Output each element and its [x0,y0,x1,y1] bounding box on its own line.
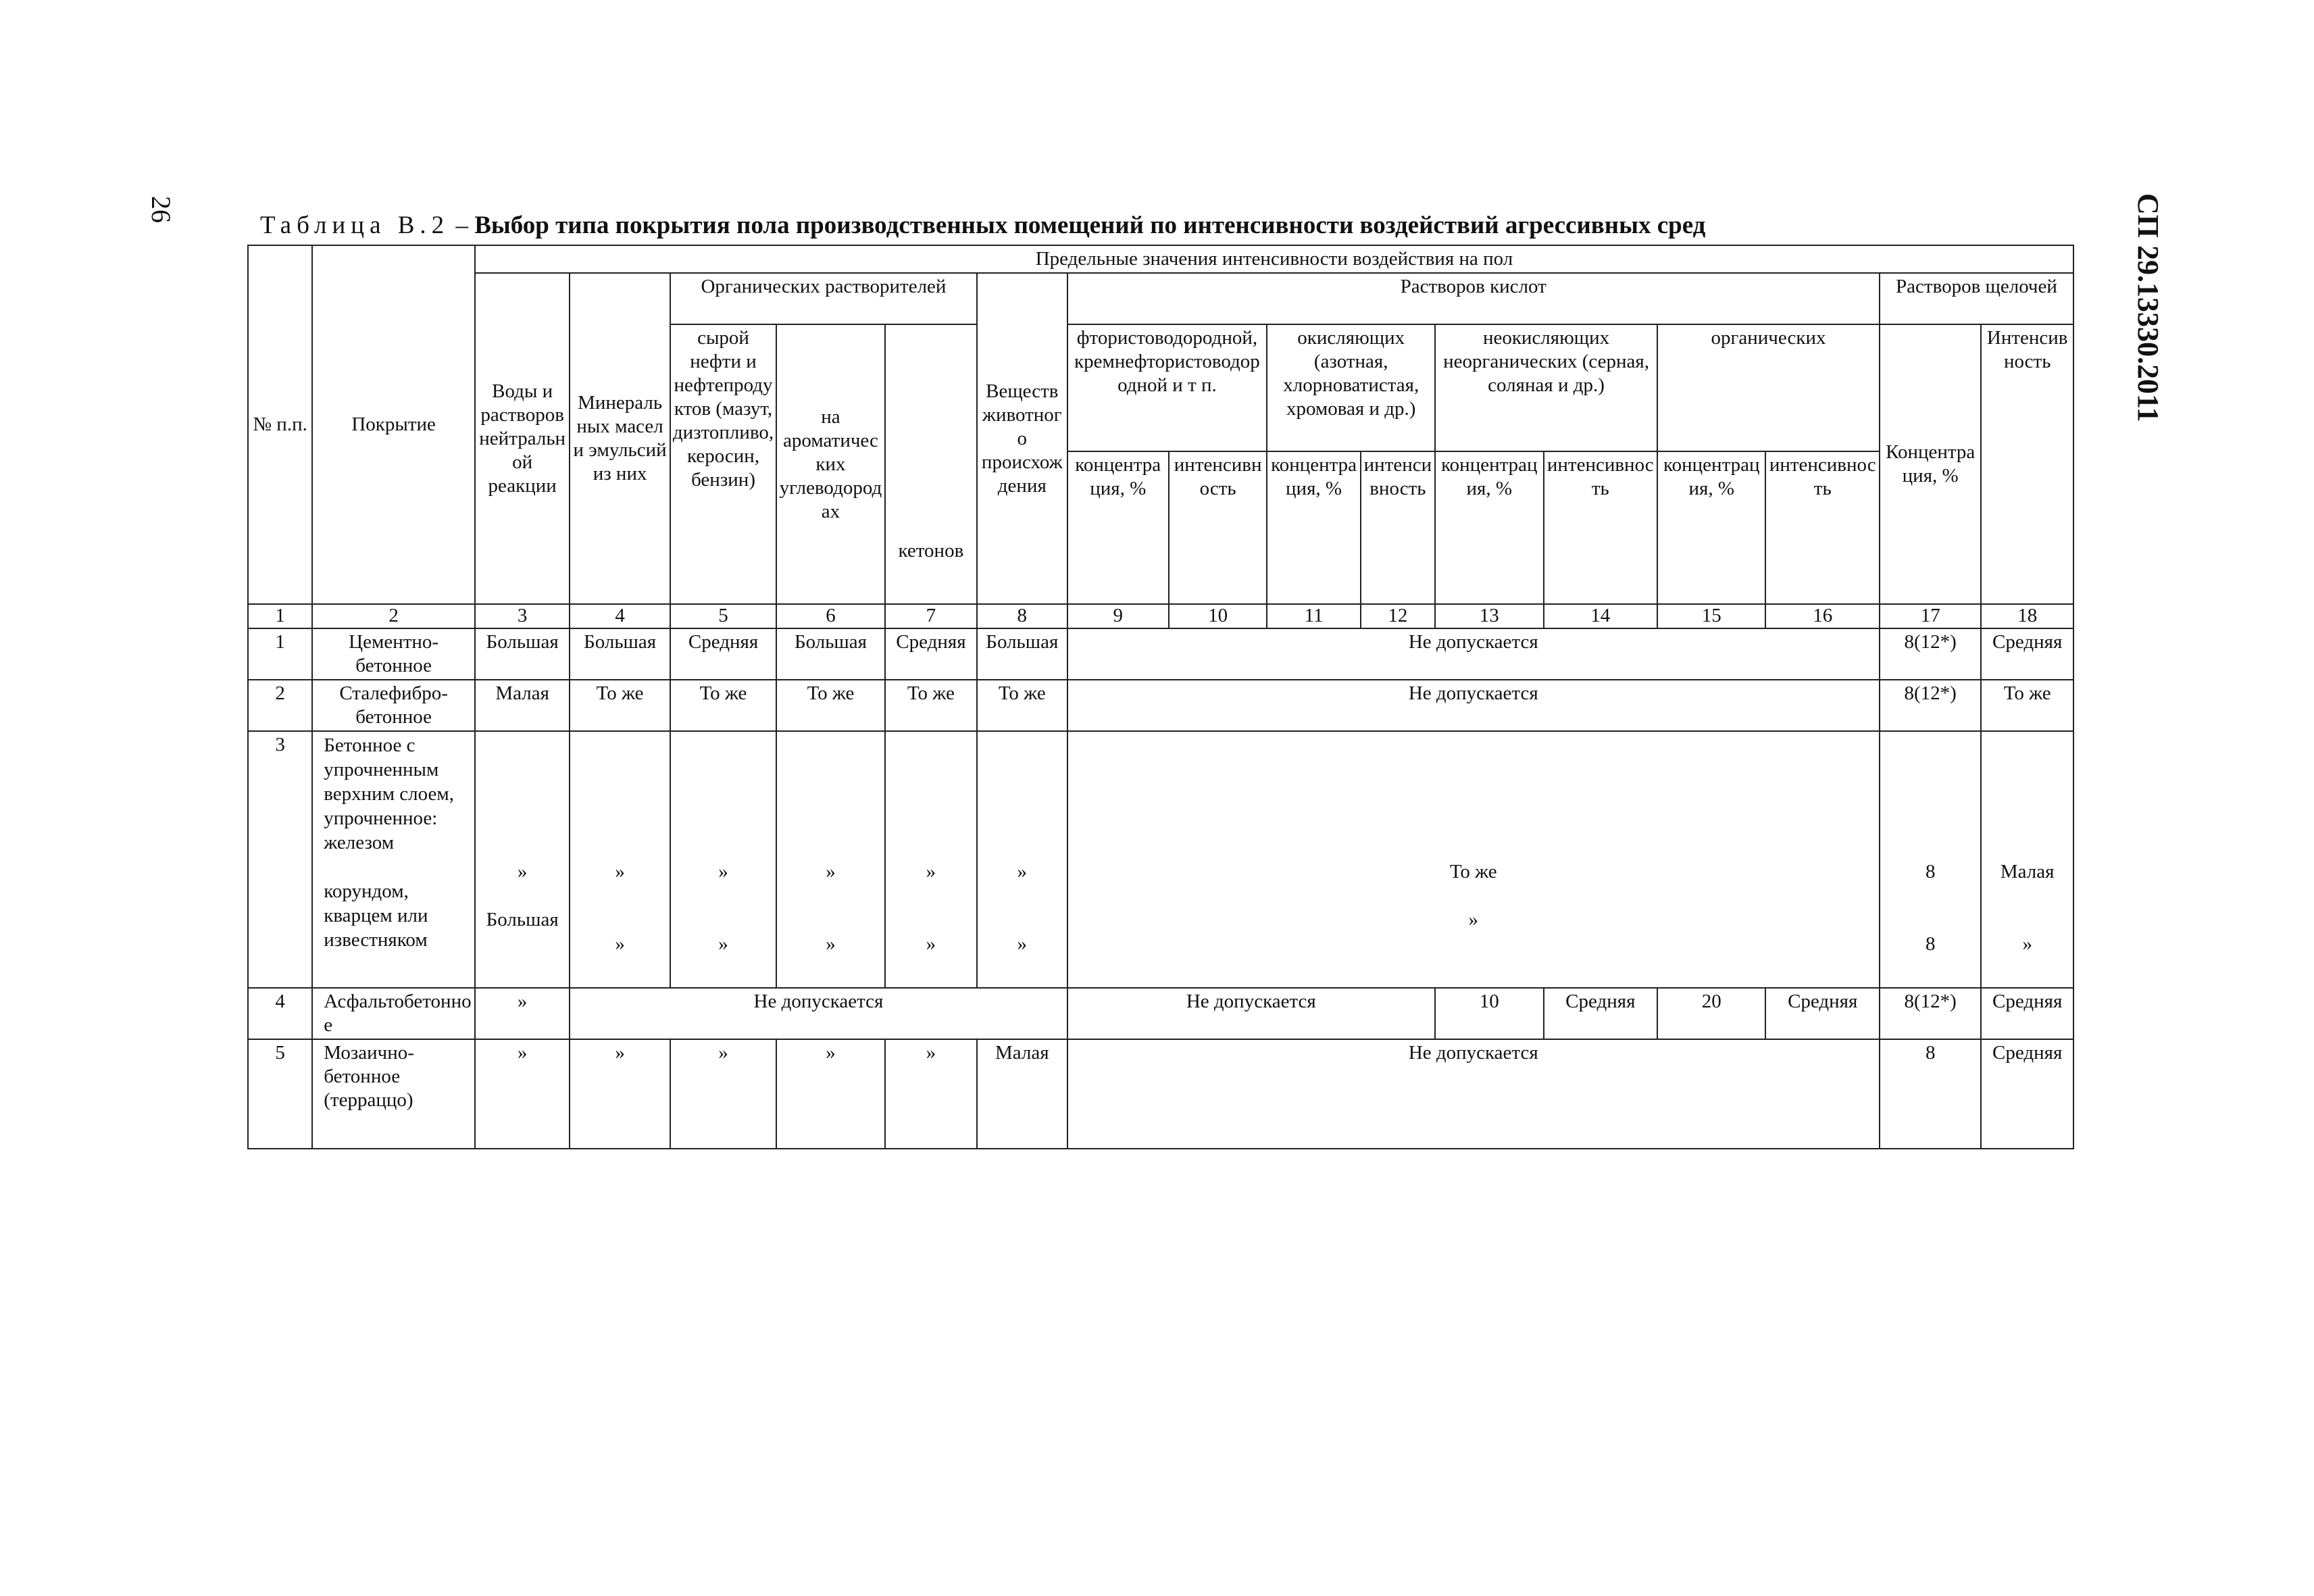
organic-concentration-value: 20 [1657,988,1765,1039]
mineral-value: Большая [570,628,670,680]
water-value [475,731,570,988]
alkali-concentration-value: 8(12*) [1880,680,1981,731]
column-number: 16 [1765,604,1879,628]
table-row [248,1039,2073,1149]
header-nonoxidizing-concentration: концентрация, % [1435,451,1543,604]
column-number: 13 [1435,604,1543,628]
alkali-concentration-value: 8(12*) [1880,628,1981,680]
acids-sub-corundum: » [1468,909,1478,930]
alkali-concentration-value [1880,731,1981,988]
column-number: 8 [977,604,1067,628]
nonoxidizing-intensity-value: Средняя [1544,988,1657,1039]
animal-value: То же [977,680,1067,731]
column-number: 4 [570,604,670,628]
column-number: 11 [1267,604,1360,628]
column-number: 3 [475,604,570,628]
animal-value: Малая [977,1039,1067,1149]
aromatic-value: » [776,1039,884,1149]
ketones-value: » [885,1039,977,1149]
column-number: 2 [312,604,475,628]
caption-dash: – [449,211,475,239]
header-oxidizing: окисляющих (азотная, хлорноватистая, хромовая и др.) [1267,324,1435,451]
mineral-sub-corundum: » [615,933,625,955]
alkali-intensity-value [1981,731,2073,988]
alkali-intensity-value: Средняя [1981,988,2073,1039]
ketones-sub-corundum: » [926,933,936,955]
aromatic-value: То же [776,680,884,731]
coating-name: Мозаично-бетонное (терраццо) [312,1039,475,1149]
column-number: 10 [1169,604,1267,628]
crude-value: Средняя [670,628,776,680]
column-number: 1 [248,604,312,628]
aromatic-value [776,731,884,988]
row-number: 5 [248,1039,312,1149]
coating-name [312,731,475,988]
ketones-value: Средняя [885,628,977,680]
alkali-concentration-value: 8 [1880,1039,1981,1149]
coating-sub-corundum: корундом, кварцем или известняком [324,880,428,951]
header-water: Воды и растворов нейтральной реакции [475,273,570,604]
header-animal: Веществ животного происхождения [977,273,1067,604]
table-row [248,731,2073,988]
crude-value: » [670,1039,776,1149]
table-title: Выбор типа покрытия пола производственных помещений по интенсивности воздействий агрессивных сред [474,211,1706,239]
animal-sub-iron: » [1017,861,1028,882]
coating-selection-table [247,245,2074,1149]
column-number: 12 [1361,604,1435,628]
header-nonoxidizing: неокисляющих неорганических (серная, соляная и др.) [1435,324,1657,451]
crude-value: То же [670,680,776,731]
column-number: 5 [670,604,776,628]
acids-value: Не допускается [1067,628,1880,680]
column-number: 14 [1544,604,1657,628]
column-number: 15 [1657,604,1765,628]
nonoxidizing-concentration-value: 10 [1435,988,1543,1039]
header-alkali: Растворов щелочей [1880,273,2073,324]
header-row-2 [248,273,2073,324]
header-nonoxidizing-intensity: интенсивность [1544,451,1657,604]
row-number: 4 [248,988,312,1039]
animal-value: Большая [977,628,1067,680]
water-value: » [475,1039,570,1149]
column-number: 17 [1880,604,1981,628]
coating-name: Асфальтобетонное [312,988,475,1039]
header-num: № п.п. [248,245,312,604]
column-number: 18 [1981,604,2073,628]
document-code: СП 29.13330.2011 [2132,193,2165,422]
coating-name: Сталефибро-бетонное [312,680,475,731]
header-acids: Растворов кислот [1067,273,1880,324]
header-aromatic: на ароматических углеводородах [776,324,884,604]
mineral-value: » [570,1039,670,1149]
alkali-concentration-sub-corundum: 8 [1925,933,1936,955]
table-row [248,988,2073,1039]
ketones-sub-iron: » [926,861,936,882]
table-caption [260,211,2084,241]
acids-fluoric-oxidizing-value: Не допускается [1067,988,1436,1039]
row-number: 1 [248,628,312,680]
aromatic-value: Большая [776,628,884,680]
aromatic-sub-corundum: » [826,933,836,955]
water-sub-corundum: Большая [486,909,559,930]
water-value: Большая [475,628,570,680]
table-row [248,680,2073,731]
water-sub-iron: » [517,861,528,882]
crude-sub-iron: » [718,861,728,882]
water-value: Малая [475,680,570,731]
header-fluoric: фтористоводородной, кремнефтористоводородной и т п. [1067,324,1267,451]
acids-value [1067,731,1880,988]
row-number: 2 [248,680,312,731]
header-row-1 [248,245,2073,273]
solvents-value: Не допускается [570,988,1067,1039]
header-oxidizing-concentration: концентрация, % [1267,451,1360,604]
aromatic-sub-iron: » [826,861,836,882]
animal-value [977,731,1067,988]
header-limits: Предельные значения интенсивности воздействия на пол [475,245,2073,273]
ketones-value [885,731,977,988]
column-number: 6 [776,604,884,628]
alkali-intensity-value: Средняя [1981,1039,2073,1149]
page-number: 26 [146,196,176,223]
water-value: » [475,988,570,1039]
organic-intensity-value: Средняя [1765,988,1879,1039]
crude-value [670,731,776,988]
header-organic-concentration: концентрация, % [1657,451,1765,604]
column-number: 7 [885,604,977,628]
mineral-sub-iron: » [615,861,625,882]
header-coating: Покрытие [312,245,475,604]
coating-name: Цементно-бетонное [312,628,475,680]
header-oxidizing-intensity: интенсивность [1361,451,1435,604]
header-organic-intensity: интенсивность [1765,451,1879,604]
header-alkali-intensity: Интенсивность [1981,324,2073,604]
acids-value: Не допускается [1067,1039,1880,1149]
column-numbers-row [248,604,2073,628]
alkali-concentration-value: 8(12*) [1880,988,1981,1039]
alkali-intensity-sub-iron: Малая [2000,861,2055,882]
ketones-value: То же [885,680,977,731]
crude-sub-corundum: » [718,933,728,955]
header-organic-acids: органических [1657,324,1880,451]
coating-sub-iron: железом [324,832,395,853]
alkali-intensity-value: То же [1981,680,2073,731]
alkali-concentration-sub-iron: 8 [1925,861,1936,882]
acids-sub-iron: То же [1449,861,1497,882]
header-crude: сырой нефти и нефтепродуктов (мазут, дизтопливо, керосин, бензин) [670,324,776,604]
header-fluoric-concentration: концентрация, % [1067,451,1169,604]
coating-name-main: Бетонное с упрочненным верхним слоем, упрочненное: [324,734,454,829]
header-ketones: кетонов [885,324,977,604]
column-number: 9 [1067,604,1169,628]
mineral-value [570,731,670,988]
animal-sub-corundum: » [1017,933,1028,955]
table-row [248,628,2073,680]
row-number: 3 [248,731,312,988]
header-alkali-concentration: Концентрация, % [1880,324,1981,604]
alkali-intensity-sub-corundum: » [2022,933,2032,955]
mineral-value: То же [570,680,670,731]
table-label: Таблица В.2 [260,211,450,239]
header-mineral: Минеральных масел и эмульсий из них [570,273,670,604]
header-organic-solvents: Органических растворителей [670,273,977,324]
acids-value: Не допускается [1067,680,1880,731]
alkali-intensity-value: Средняя [1981,628,2073,680]
header-fluoric-intensity: интенсивность [1169,451,1267,604]
